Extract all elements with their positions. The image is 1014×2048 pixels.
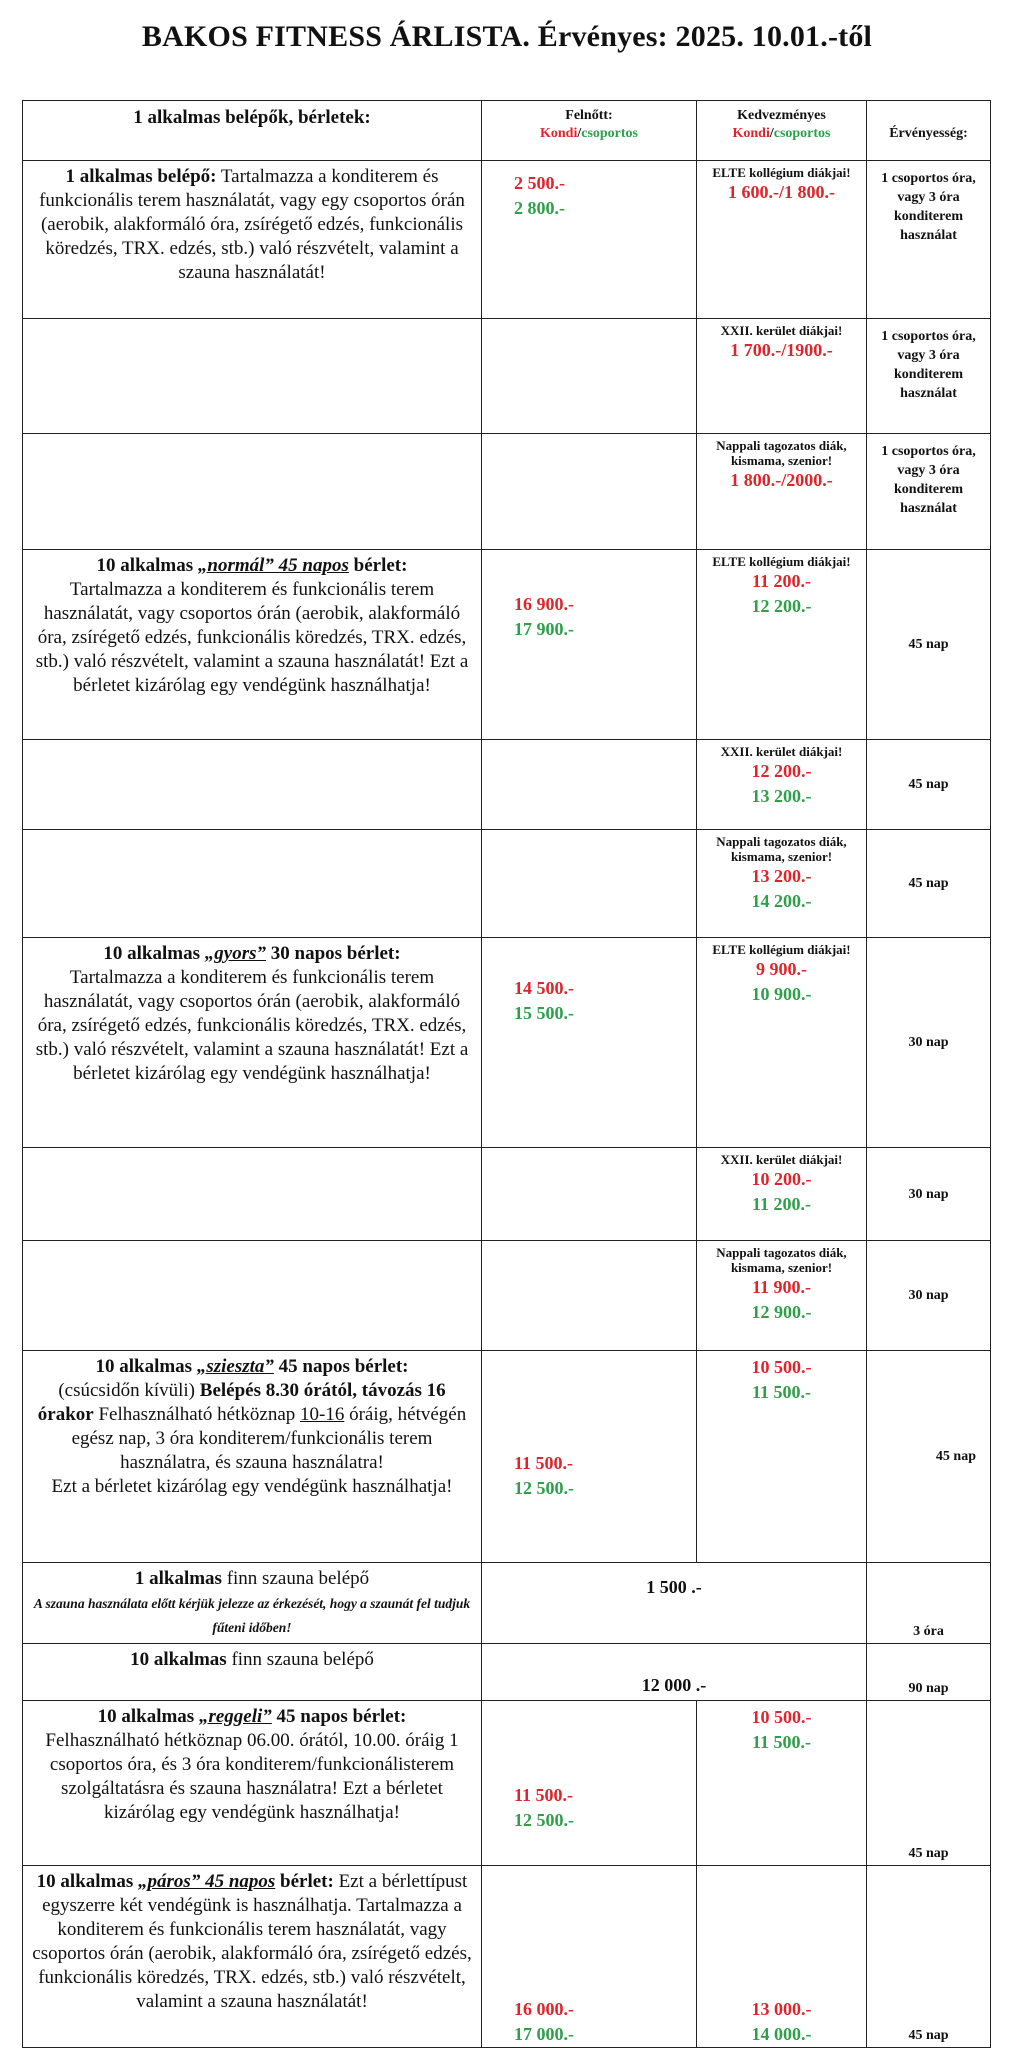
header-adult-label: Felnőtt: — [565, 108, 613, 123]
discount-group-label: ELTE kollégium diákjai! — [712, 165, 851, 180]
header-adult-csoportos: csoportos — [581, 126, 639, 141]
table-row — [23, 1866, 991, 2048]
adult-price-csoportos: 12 500.- — [514, 1810, 574, 1830]
sauna-ten-price: 12 000 .- — [641, 1675, 707, 1695]
discount-price-cell — [697, 161, 867, 319]
discount-group-label: Nappali tagozatos diák, kismama, szenior! — [716, 834, 847, 864]
adult-price-cell — [482, 1351, 697, 1563]
validity-cell: 1 csoportos óra, vagy 3 óra konditerem használat — [867, 434, 991, 550]
adult-price-cell — [482, 550, 697, 740]
discount-group-label: XXII. kerület diákjai! — [720, 323, 843, 338]
adult-price-csoportos: 12 500.- — [514, 1478, 574, 1498]
discount-price: 1 600.-/1 800.- — [728, 182, 835, 202]
validity-cell: 30 nap — [867, 1241, 991, 1351]
adult-price-kondi: 11 500.- — [514, 1453, 574, 1473]
discount-price-kondi: 13 000.- — [751, 1999, 812, 2019]
validity-cell: 45 nap — [867, 550, 991, 740]
adult-price-cell — [482, 938, 697, 1148]
adult-price-kondi: 11 500.- — [514, 1785, 574, 1805]
header-validity: Érvényesség: — [867, 101, 991, 161]
validity-cell: 45 nap — [867, 1351, 991, 1563]
header-adult-kondi: Kondi — [539, 126, 578, 141]
discount-price: 1 800.-/2000.- — [730, 470, 833, 490]
adult-price-cell — [482, 161, 697, 319]
page-title: BAKOS FITNESS ÁRLISTA. Érvényes: 2025. 10.01.-től — [141, 20, 873, 53]
validity-cell: 1 csoportos óra, vagy 3 óra konditerem használat — [867, 319, 991, 434]
discount-price-cell — [697, 1241, 867, 1351]
discount-price-kondi: 10 500.- — [751, 1357, 812, 1377]
discount-price-cell — [697, 1148, 867, 1241]
price-table — [22, 100, 991, 2048]
discount-price-cell — [697, 1701, 867, 1866]
table-row — [23, 550, 991, 740]
discount-price-csoportos: 14 000.- — [751, 2024, 812, 2044]
discount-price-cell — [697, 740, 867, 830]
discount-price-csoportos: 14 200.- — [751, 891, 812, 911]
adult-price-kondi: 16 000.- — [514, 1999, 574, 2019]
adult-price-kondi: 14 500.- — [514, 978, 574, 998]
table-row — [23, 1563, 991, 1644]
adult-price-cell — [482, 1701, 697, 1866]
table-row — [23, 161, 991, 319]
table-row — [23, 1701, 991, 1866]
adult-price-csoportos: 2 800.- — [514, 198, 565, 218]
sauna-single-price: 1 500 .- — [646, 1577, 702, 1597]
discount-group-label: ELTE kollégium diákjai! — [712, 554, 851, 569]
discount-group-label: ELTE kollégium diákjai! — [712, 942, 851, 957]
discount-price-kondi: 12 200.- — [751, 761, 812, 781]
row-description: 10 alkalmas „gyors” 30 napos bérlet: Tartalmazza a konditerem és funkcionális terem használatát, vagy csoportos órán (aerobik, alakformáló óra, zsírégető edzés, funkcionális köredzés, TRX. edzés, stb.) való részvételt, valamint a szauna használatát! Ezt a bérletet kizárólag egy vendégünk használhatja! — [23, 938, 482, 1148]
header-discount-label: Kedvezményes — [737, 108, 826, 123]
header-discount: Kedvezményes Kondi/csoportos — [697, 101, 867, 161]
table-header-row — [23, 101, 991, 161]
row-description: 1 alkalmas belépő: Tartalmazza a konditerem és funkcionális terem használatát, vagy egy csoportos órán (aerobik, alakformáló óra, zsírégető edzés, funkcionális köredzés, TRX. edzés, stb.) való részvételt, valamint a szauna használatát! — [23, 161, 482, 319]
header-discount-kondi: Kondi — [732, 126, 770, 141]
discount-price-kondi: 11 200.- — [751, 571, 811, 591]
discount-price-kondi: 10 200.- — [751, 1169, 812, 1189]
discount-group-label: XXII. kerület diákjai! — [720, 1152, 843, 1167]
row-description: 10 alkalmas „normál” 45 napos bérlet: Tartalmazza a konditerem és funkcionális terem használatát, vagy csoportos órán (aerobik, alakformáló óra, zsírégető edzés, funkcionális köredzés, TRX. edzés, stb.) való részvételt, valamint a szauna használatát! Ezt a bérletet kizárólag egy vendégünk használhatja! — [23, 550, 482, 740]
row-description: 10 alkalmas finn szauna belépő — [23, 1644, 482, 1701]
table-row — [23, 740, 991, 830]
discount-price-cell — [697, 830, 867, 938]
table-row — [23, 1351, 991, 1563]
validity-cell: 90 nap — [867, 1644, 991, 1701]
row-description: 10 alkalmas „reggeli” 45 napos bérlet: Felhasználható hétköznap 06.00. órától, 10.00. óráig 1 csoportos óra, és 3 óra konditerem/funkcionálisterem szolgáltatásra és szauna használatra! Ezt a bérletet kizárólag egy vendégünk használhatja! — [23, 1701, 482, 1866]
discount-price-csoportos: 12 900.- — [751, 1302, 812, 1322]
table-row — [23, 938, 991, 1148]
adult-price-csoportos: 17 000.- — [514, 2024, 574, 2044]
validity-cell: 30 nap — [867, 938, 991, 1148]
adult-price-csoportos: 15 500.- — [514, 1003, 574, 1023]
discount-price-csoportos: 13 200.- — [751, 786, 812, 806]
adult-price-kondi: 2 500.- — [514, 173, 565, 193]
validity-cell: 45 nap — [867, 740, 991, 830]
row-description: 1 alkalmas finn szauna belépő A szauna használata előtt kérjük jelezze az érkezését, hogy a szaunát fel tudjuk fűteni időben! — [23, 1563, 482, 1644]
discount-group-label: Nappali tagozatos diák, kismama, szenior! — [716, 1245, 847, 1275]
table-row — [23, 1148, 991, 1241]
validity-cell: 45 nap — [867, 1866, 991, 2048]
discount-price-csoportos: 11 200.- — [751, 1194, 811, 1214]
table-row — [23, 319, 991, 434]
validity-cell: 1 csoportos óra, vagy 3 óra konditerem használat — [867, 161, 991, 319]
table-row — [23, 1644, 991, 1701]
discount-price: 1 700.-/1900.- — [730, 340, 833, 360]
discount-price-cell — [697, 434, 867, 550]
discount-price-csoportos: 11 500.- — [751, 1382, 811, 1402]
discount-price-kondi: 13 200.- — [751, 866, 812, 886]
table-row — [23, 1241, 991, 1351]
discount-price-kondi: 11 900.- — [751, 1277, 811, 1297]
validity-cell: 45 nap — [867, 830, 991, 938]
adult-price-cell — [482, 1866, 697, 2048]
sauna-price-cell — [482, 1563, 867, 1644]
discount-price-kondi: 10 500.- — [751, 1707, 812, 1727]
validity-cell: 45 nap — [867, 1701, 991, 1866]
table-row — [23, 830, 991, 938]
adult-price-kondi: 16 900.- — [514, 594, 574, 614]
header-discount-csoportos: csoportos — [773, 126, 831, 141]
discount-price-cell — [697, 550, 867, 740]
validity-cell: 30 nap — [867, 1148, 991, 1241]
discount-price-cell — [697, 319, 867, 434]
discount-price-cell — [697, 938, 867, 1148]
discount-group-label: Nappali tagozatos diák, kismama, szenior! — [716, 438, 847, 468]
header-description: 1 alkalmas belépők, bérletek: — [23, 101, 482, 161]
discount-price-kondi: 9 900.- — [756, 959, 807, 979]
discount-price-cell — [697, 1866, 867, 2048]
discount-price-csoportos: 12 200.- — [751, 596, 812, 616]
table-row — [23, 434, 991, 550]
discount-price-csoportos: 10 900.- — [751, 984, 812, 1004]
sauna-price-cell — [482, 1644, 867, 1701]
sauna-note: A szauna használata előtt kérjük jelezze az érkezését, hogy a szaunát fel tudjuk fűteni időben! — [33, 1596, 471, 1635]
adult-price-csoportos: 17 900.- — [514, 619, 574, 639]
validity-cell: 3 óra — [867, 1563, 991, 1644]
row-description: 10 alkalmas „páros” 45 napos bérlet: Ezt a bérlettípust egyszerre két vendégünk is használhatja. Tartalmazza a konditerem és funkcionális terem használatát, vagy csoportos órán (aerobik, alakformáló óra, zsírégető edzés, funkcionális köredzés, TRX. edzés, stb.) való részvételt, valamint a szauna használatát! — [23, 1866, 482, 2048]
discount-group-label: XXII. kerület diákjai! — [720, 744, 843, 759]
header-adult: Felnőtt: Kondi/csoportos — [482, 101, 697, 161]
discount-price-cell — [697, 1351, 867, 1563]
row-description: 10 alkalmas „szieszta” 45 napos bérlet: (csúcsidőn kívüli) Belépés 8.30 órától, távozás 16 órakor Felhasználható hétköznap 10-16 óráig, hétvégén egész nap, 3 óra konditerem/funkcionális terem használatra, és szauna használatra! Ezt a bérletet kizárólag egy vendégünk használhatja! — [23, 1351, 482, 1563]
discount-price-csoportos: 11 500.- — [751, 1732, 811, 1752]
